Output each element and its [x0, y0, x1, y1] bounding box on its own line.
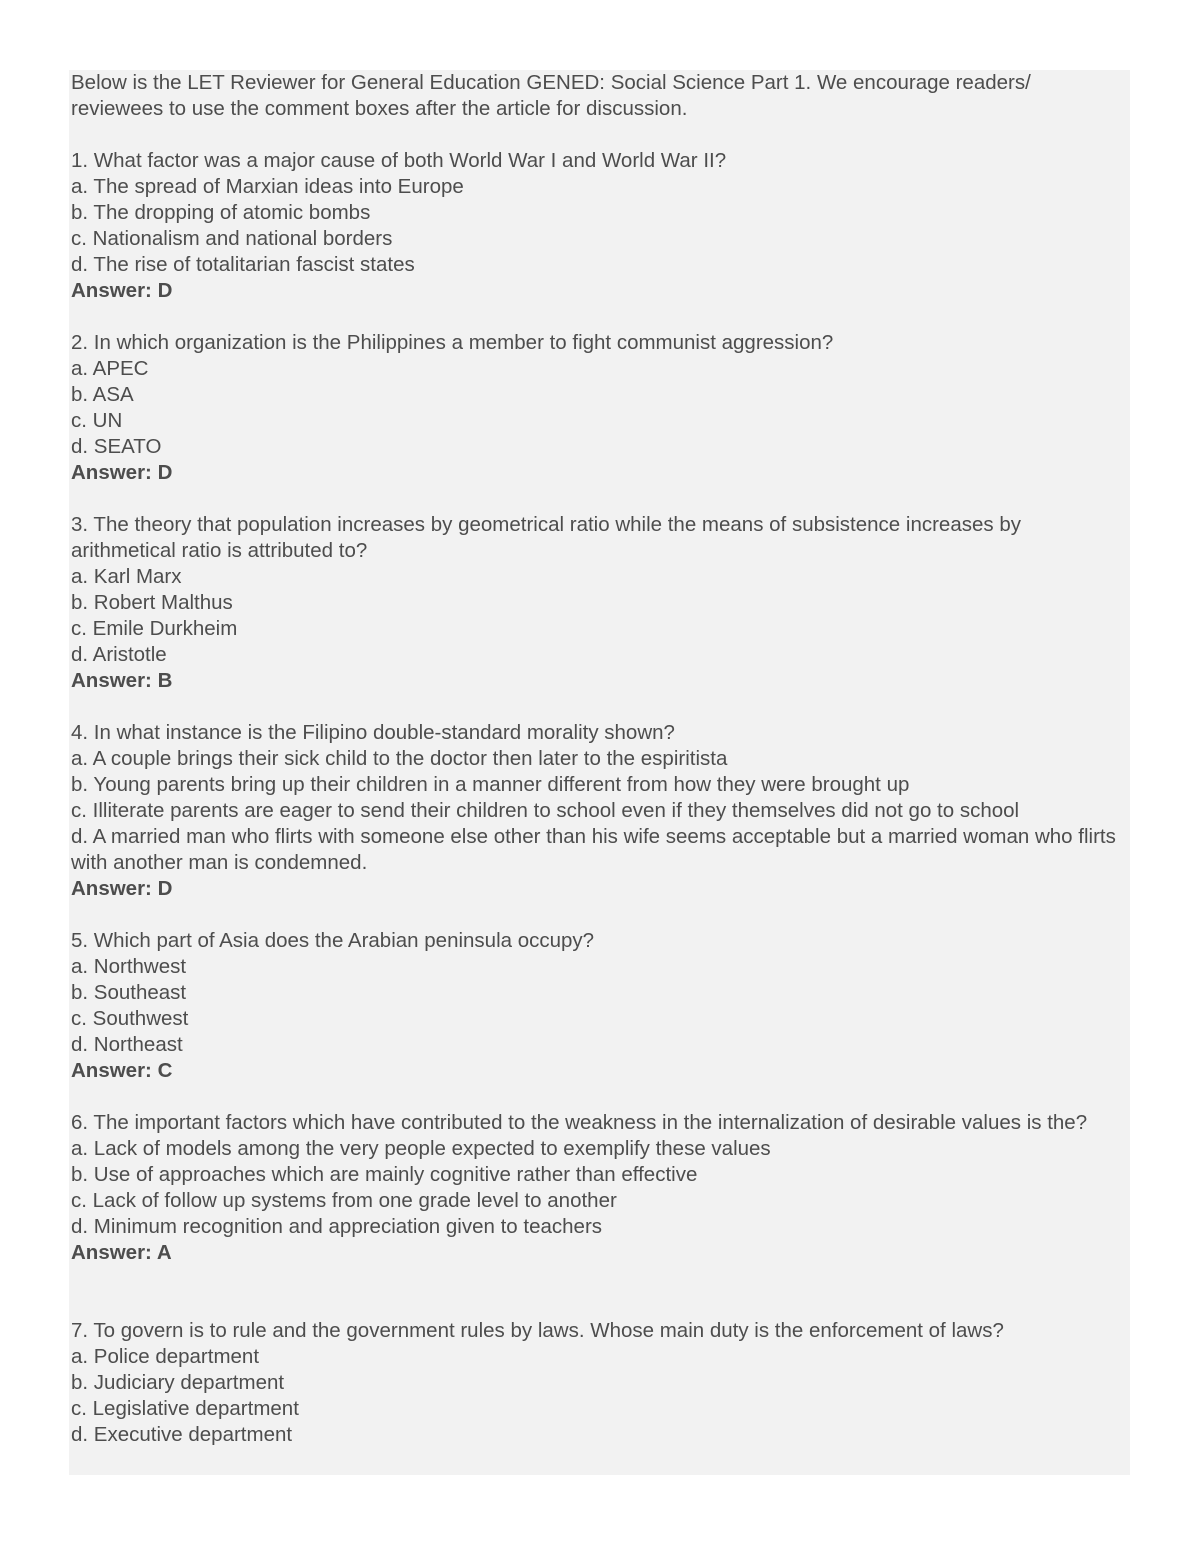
choice-d: d. SEATO — [71, 435, 162, 458]
choice-a: a. A couple brings their sick child to the doctor then later to the espiritista — [71, 747, 728, 770]
choice-d: d. Northeast — [71, 1033, 183, 1056]
choice-c: c. Southwest — [71, 1007, 189, 1030]
answer-label: Answer: D — [71, 877, 173, 900]
answer-label: Answer: A — [71, 1241, 172, 1264]
choice-b: b. The dropping of atomic bombs — [71, 201, 371, 224]
question-7 — [71, 1318, 1128, 1448]
choice-b: b. Southeast — [71, 981, 187, 1004]
question-stem: 1. What factor was a major cause of both World War I and World War II? — [71, 149, 727, 172]
choice-c: c. Illiterate parents are eager to send their children to school even if they themselves did not go to school — [71, 799, 1020, 822]
answer-label: Answer: B — [71, 669, 173, 692]
choice-d: d. Aristotle — [71, 643, 167, 666]
choice-b: b. Young parents bring up their children in a manner different from how they were brought up — [71, 773, 910, 796]
choice-c: c. UN — [71, 409, 123, 432]
choice-a: a. The spread of Marxian ideas into Europe — [71, 175, 464, 198]
question-stem: 6. The important factors which have contributed to the weakness in the internalization of desirable values is the? — [71, 1111, 1088, 1134]
question-stem: 4. In what instance is the Filipino double-standard morality shown? — [71, 721, 675, 744]
question-stem: 3. The theory that population increases by geometrical ratio while the means of subsistence increases by arithmetical ratio is attributed to? — [71, 513, 1021, 562]
choice-d: d. Executive department — [71, 1423, 293, 1446]
answer-label: Answer: D — [71, 461, 173, 484]
spacer — [71, 694, 1128, 720]
choice-c: c. Emile Durkheim — [71, 617, 238, 640]
spacer — [71, 902, 1128, 928]
question-5 — [71, 928, 1128, 1084]
choice-d: d. The rise of totalitarian fascist states — [71, 253, 415, 276]
choice-a: a. Police department — [71, 1345, 260, 1368]
choice-c: c. Legislative department — [71, 1397, 299, 1420]
spacer — [71, 304, 1128, 330]
question-3 — [71, 512, 1128, 694]
question-stem: 7. To govern is to rule and the government rules by laws. Whose main duty is the enforcement of laws? — [71, 1319, 1004, 1342]
spacer — [71, 486, 1128, 512]
question-1 — [71, 148, 1128, 304]
choice-b: b. Robert Malthus — [71, 591, 233, 614]
question-stem: 2. In which organization is the Philippines a member to fight communist aggression? — [71, 331, 834, 354]
answer-label: Answer: C — [71, 1059, 173, 1082]
choice-b: b. Use of approaches which are mainly cognitive rather than effective — [71, 1163, 698, 1186]
intro-paragraph: Below is the LET Reviewer for General Education GENED: Social Science Part 1. We encourage readers/ reviewees to use the comment boxes after the article for discussion. — [71, 71, 1031, 120]
choice-a: a. APEC — [71, 357, 149, 380]
choice-a: a. Karl Marx — [71, 565, 182, 588]
choice-d: d. A married man who flirts with someone else other than his wife seems acceptable but a married woman who flirts with another man is condemned. — [71, 825, 1116, 874]
question-4 — [71, 720, 1128, 902]
choice-a: a. Lack of models among the very people expected to exemplify these values — [71, 1137, 771, 1160]
choice-d: d. Minimum recognition and appreciation given to teachers — [71, 1215, 603, 1238]
question-stem: 5. Which part of Asia does the Arabian peninsula occupy? — [71, 929, 595, 952]
reviewer-content — [69, 70, 1130, 1475]
question-2 — [71, 330, 1128, 486]
spacer — [71, 1266, 1128, 1318]
spacer — [71, 1084, 1128, 1110]
choice-b: b. Judiciary department — [71, 1371, 285, 1394]
choice-b: b. ASA — [71, 383, 134, 406]
spacer — [71, 122, 1128, 148]
choice-a: a. Northwest — [71, 955, 187, 978]
choice-c: c. Lack of follow up systems from one grade level to another — [71, 1189, 617, 1212]
answer-label: Answer: D — [71, 279, 173, 302]
choice-c: c. Nationalism and national borders — [71, 227, 393, 250]
question-6 — [71, 1110, 1128, 1266]
